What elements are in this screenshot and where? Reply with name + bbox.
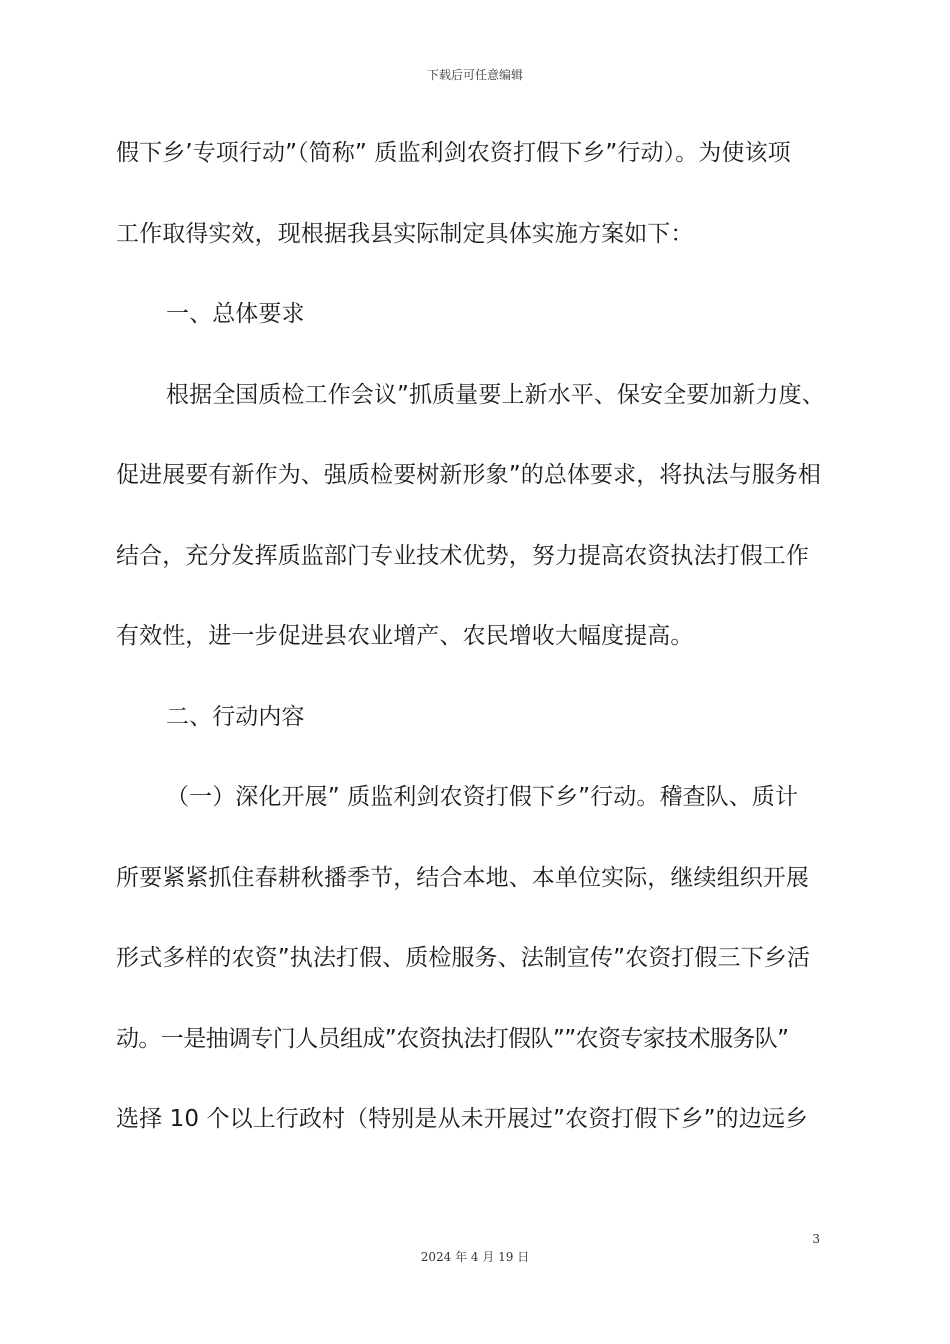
paragraph-line: （一）深化开展” 质监利剑农资打假下乡”行动。稽查队、质计 — [166, 784, 799, 810]
paragraph-line: 所要紧紧抓住春耕秋播季节，结合本地、本单位实际，继续组织开展 — [116, 864, 809, 891]
page-number: 3 — [812, 1232, 820, 1246]
document-body — [116, 128, 836, 1175]
footer-date: 2024 年 4 月 19 日 — [420, 1250, 530, 1264]
paragraph-line: 根据全国质检工作会议”抓质量要上新水平、保安全要加新力度、 — [166, 381, 825, 408]
paragraph-line: 形式多样的农资”执法打假、质检服务、法制宣传”农资打假三下乡活 — [116, 945, 810, 971]
paragraph-line: 有效性，进一步促进县农业增产、农民增收大幅度提高。 — [116, 623, 694, 649]
section-heading: 一、总体要求 — [166, 301, 305, 327]
paragraph-line: 促进展要有新作为、强质检要树新形象”的总体要求，将执法与服务相 — [116, 462, 822, 488]
paragraph-line: 假下乡’专项行动”（简称” 质监利剑农资打假下乡”行动）。为使该项 — [116, 140, 791, 166]
section-heading: 二、行动内容 — [166, 703, 305, 730]
paragraph-line: 结合，充分发挥质监部门专业技术优势，努力提高农资执法打假工作 — [116, 542, 809, 569]
header-note: 下载后可任意编辑 — [426, 68, 523, 82]
paragraph-line: 动。一是抽调专门人员组成”农资执法打假队””农资专家技术服务队” — [116, 1025, 789, 1052]
paragraph-line: 选择 10 个以上行政村（特别是从未开展过”农资打假下乡”的边远乡 — [116, 1106, 809, 1132]
paragraph-line: 工作取得实效，现根据我县实际制定具体实施方案如下： — [116, 220, 694, 247]
